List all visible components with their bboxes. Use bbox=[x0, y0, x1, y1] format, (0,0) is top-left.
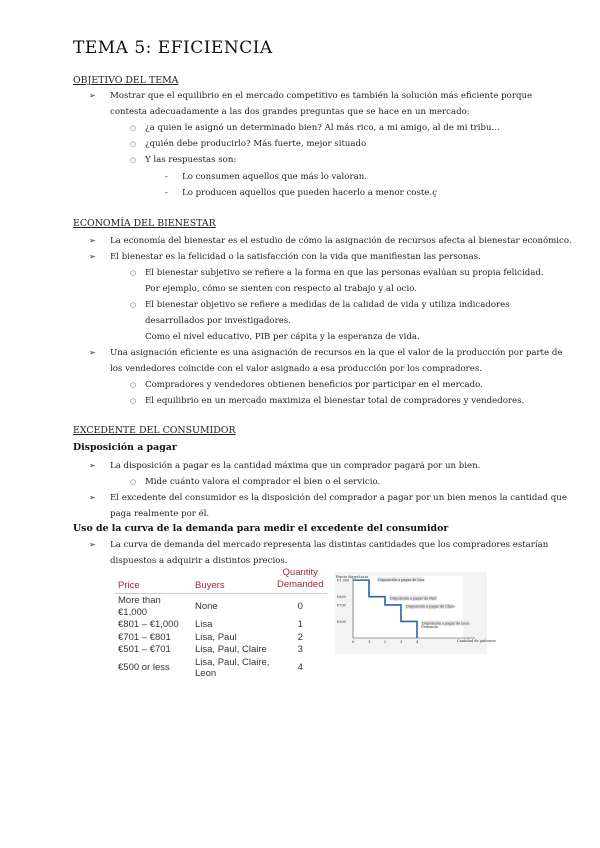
callout-label: Disposición a pagar de Lisa bbox=[378, 577, 425, 582]
table-row bbox=[115, 618, 327, 631]
table-cell: €501 – €701 bbox=[118, 644, 171, 655]
table-cell: 3 bbox=[297, 644, 303, 655]
arrow-bullet-icon: ➢ bbox=[89, 461, 96, 470]
table-cell: None bbox=[195, 600, 218, 612]
section-heading-economia: ECONOMÍA DEL BIENESTAR bbox=[73, 218, 216, 229]
table-cell: Lisa, Paul, Claire bbox=[195, 644, 267, 655]
paragraph: La disposición a pagar es la cantidad máxima que un comprador pagará por un bien. bbox=[110, 461, 481, 471]
circle-bullet-icon: ○ bbox=[130, 156, 137, 164]
paragraph: El bienestar es la felicidad o la satisfacción con la vida que manifiestan las personas. bbox=[110, 252, 481, 262]
list-item: Mide cuánto valora el comprador el bien o el servicio. bbox=[145, 477, 381, 487]
column-header: Buyers bbox=[192, 567, 274, 594]
section-heading-excedente: EXCEDENTE DEL CONSUMIDOR bbox=[73, 425, 236, 436]
column-header: Quantity Demanded bbox=[274, 567, 327, 594]
list-item: El bienestar subjetivo se refiere a la forma en que las personas evalúan su propia felicidad. bbox=[145, 268, 544, 278]
list-item: ¿quién debe producirlo? Más fuerte, mejor situado bbox=[145, 139, 367, 149]
x-tick-label: 3 bbox=[400, 640, 403, 644]
paragraph: dispuestos a adquirir a distintos precios. bbox=[110, 556, 288, 566]
callout-label: Disposición a pagar de Paul bbox=[390, 596, 437, 601]
arrow-bullet-icon: ➢ bbox=[89, 540, 96, 549]
list-item: ¿a quien le asignó un determinado bien? Al más rico, a mi amigo, al de mi tribu... bbox=[145, 123, 500, 133]
table-row bbox=[115, 594, 327, 619]
list-item: Lo consumen aquellos que más lo valoran. bbox=[182, 172, 367, 182]
list-item: El equilibrio en un mercado maximiza el bienestar total de compradores y vendedores. bbox=[145, 396, 525, 406]
arrow-bullet-icon: ➢ bbox=[89, 252, 96, 261]
y-tick-label: €1.000 bbox=[337, 578, 350, 583]
table-cell: Lisa, Paul bbox=[195, 631, 237, 643]
table-row bbox=[115, 643, 327, 656]
table-cell: Lisa bbox=[195, 619, 213, 630]
arrow-bullet-icon: ➢ bbox=[89, 493, 96, 502]
paragraph: Mostrar que el equilibrio en el mercado competitivo es también la solución más eficiente porque bbox=[110, 91, 533, 101]
dash-bullet-icon: - bbox=[165, 172, 168, 182]
table-cell: €500 or less bbox=[118, 662, 170, 674]
circle-bullet-icon: ○ bbox=[130, 478, 137, 486]
table-cell: More than €1,000 bbox=[118, 595, 161, 618]
x-axis-label: Cantidad de guitarras bbox=[457, 639, 496, 643]
table-cell: 1 bbox=[297, 619, 303, 630]
list-item: El bienestar objetivo se refiere a medidas de la calidad de vida y utiliza indicadores bbox=[145, 300, 510, 310]
x-tick-label: 4 bbox=[416, 640, 419, 644]
arrow-bullet-icon: ➢ bbox=[89, 348, 96, 357]
arrow-bullet-icon: ➢ bbox=[89, 236, 96, 245]
page-title: TEMA 5: EFICIENCIA bbox=[73, 38, 273, 58]
circle-bullet-icon: ○ bbox=[130, 381, 137, 389]
table-cell: 4 bbox=[297, 662, 303, 674]
y-tick-label: €800 bbox=[337, 595, 346, 600]
x-tick-label: 1 bbox=[368, 640, 371, 644]
y-tick-label: €700 bbox=[337, 603, 346, 608]
list-item: desarrollados por investigadores. bbox=[145, 316, 291, 326]
paragraph: paga realmente por él. bbox=[110, 509, 210, 519]
dash-bullet-icon: - bbox=[165, 188, 168, 198]
list-item: Por ejemplo, cómo se sienten con respecto al trabajo y al ocio. bbox=[145, 284, 417, 294]
y-axis-label: Precio de guitarra bbox=[336, 575, 369, 579]
section-heading-objetivo: OBJETIVO DEL TEMA bbox=[73, 75, 179, 86]
table-cell: Lisa, Paul, Claire, Leon bbox=[195, 656, 270, 679]
paragraph: La economía del bienestar es el estudio de cómo la asignación de recursos afecta al bienestar económico. bbox=[110, 236, 572, 246]
circle-bullet-icon: ○ bbox=[130, 301, 137, 309]
paragraph: Una asignación eficiente es una asignación de recursos en la que el valor de la producción por parte de bbox=[110, 348, 563, 358]
column-header: Price bbox=[115, 567, 192, 594]
table-row bbox=[115, 656, 327, 680]
circle-bullet-icon: ○ bbox=[130, 269, 137, 277]
list-item: Lo producen aquellos que pueden hacerlo a menor coste.ç bbox=[182, 188, 437, 198]
x-tick-label: 2 bbox=[384, 640, 387, 644]
table-cell: 2 bbox=[297, 631, 303, 643]
demand-label: Demanda bbox=[421, 625, 438, 629]
paragraph: contesta adecuadamente a las dos grandes preguntas que se hace en un mercado: bbox=[110, 107, 470, 117]
arrow-bullet-icon: ➢ bbox=[89, 91, 96, 100]
circle-bullet-icon: ○ bbox=[130, 140, 137, 148]
subheading-curva-demanda: Uso de la curva de la demanda para medir el excedente del consumidor bbox=[73, 523, 449, 534]
circle-bullet-icon: ○ bbox=[130, 124, 137, 132]
paragraph: los vendedores coincide con el valor asignado a esa producción por los compradores. bbox=[110, 364, 482, 374]
demand-schedule-table bbox=[115, 567, 327, 680]
paragraph: El excedente del consumidor es la disposición del comprador a pagar por un bien menos la cantidad que bbox=[110, 493, 567, 503]
paragraph: La curva de demanda del mercado representa las distintas cantidades que los compradores estarían bbox=[110, 540, 549, 550]
callout-label: Disposición a pagar de Leon bbox=[422, 621, 470, 626]
y-tick-label: €500 bbox=[337, 619, 346, 624]
table-cell: €801 – €1,000 bbox=[118, 619, 179, 630]
list-item: Como el nivel educativo, PIB per cápita y la esperanza de vida. bbox=[145, 332, 420, 342]
demand-curve-chart bbox=[335, 572, 496, 654]
callout-label: Disposición a pagar de Claire bbox=[406, 604, 456, 609]
table-row bbox=[115, 631, 327, 644]
subheading-disposicion: Disposición a pagar bbox=[73, 442, 177, 453]
list-item: Y las respuestas son: bbox=[145, 155, 237, 165]
x-tick-label: 0 bbox=[352, 640, 355, 644]
table-cell: €701 – €801 bbox=[118, 631, 171, 643]
circle-bullet-icon: ○ bbox=[130, 397, 137, 405]
table-cell: 0 bbox=[297, 600, 303, 612]
list-item: Compradores y vendedores obtienen beneficios por participar en el mercado. bbox=[145, 380, 483, 390]
